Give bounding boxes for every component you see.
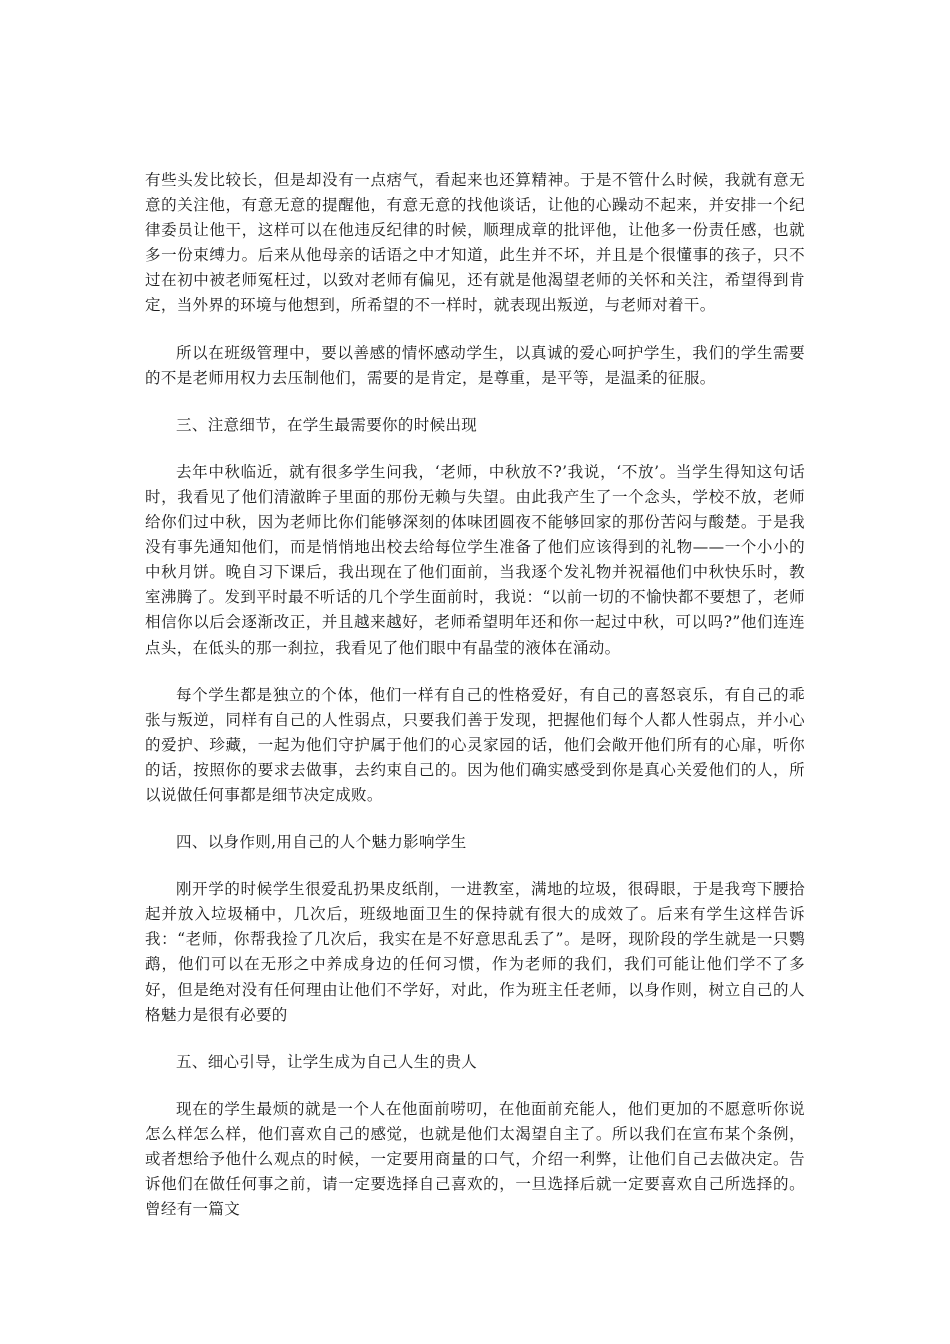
document-page [145,168,805,1244]
body-paragraph-4: 每个学生都是独立的个体，他们一样有自己的性格爱好，有自己的喜怒哀乐，有自己的乖张与叛逆，同样有自己的人性弱点，只要我们善于发现，把握他们每个人都人性弱点，并小心的爱护、珍藏，一起为他们守护属于他们的心灵家园的话，他们会敞开他们所有的心扉，听你的话，按照你的要求去做事，去约束自己的。因为他们确实感受到你是真心关爱他们的人，所以说做任何事都是细节决定成败。 [145,685,805,804]
body-paragraph-5: 刚开学的时候学生很爱乱扔果皮纸削，一进教室，满地的垃圾，很碍眼，于是我弯下腰拾起并放入垃圾桶中，几次后，班级地面卫生的保持就有很大的成效了。后来有学生这样告诉我：“老师，你帮我捡了几次后，我实在是不好意思乱丢了”。是呀，现阶段的学生就是一只鹦鹉，他们可以在无形之中养成身边的任何习惯，作为老师的我们，我们可能让他们学不了多好，但是绝对没有任何理由让他们不学好，对此，作为班主任老师，以身作则，树立自己的人格魅力是很有必要的 [145,880,805,1024]
body-paragraph-1: 有些头发比较长，但是却没有一点痞气，看起来也还算精神。于是不管什么时候，我就有意无意的关注他，有意无意的提醒他，有意无意的找他谈话，让他的心躁动不起来，并安排一个纪律委员让他干，这样可以在他违反纪律的时候，顺理成章的批评他，让他多一份责任感，也就多一份束缚力。后来从他母亲的话语之中才知道，此生并不坏，并且是个很懂事的孩子，只不过在初中被老师冤枉过，以致对老师有偏见，还有就是他渴望老师的关怀和关注，希望得到肯定，当外界的环境与他想到，所希望的不一样时，就表现出叛逆，与老师对着干。 [145,171,805,315]
section-heading-3: 三、注意细节，在学生最需要你的时候出现 [176,415,478,434]
body-paragraph-3: 去年中秋临近，就有很多学生问我，‘老师，中秋放不?’我说，‘不放’。当学生得知这句话时，我看见了他们清澈眸子里面的那份无赖与失望。由此我产生了一个念头，学校不放，老师给你们过中秋，因为老师比你们能够深刻的体味团圆夜不能够回家的那份苦闷与酸楚。于是我没有事先通知他们，而是悄悄地出校去给每位学生准备了他们应该得到的礼物——一个小小的中秋月饼。晚自习下课后，我出现在了他们面前，当我逐个发礼物并祝福他们中秋快乐时，教室沸腾了。发到平时最不听话的几个学生面前时，我说：“以前一切的不愉快都不要想了，老师相信你以后会逐渐改正，并且越来越好，老师希望明年还和你一起过中秋，可以吗?”他们连连点头，在低头的那一刹拉，我看见了他们眼中有晶莹的液体在涌动。 [145,462,805,657]
body-paragraph-2: 所以在班级管理中，要以善感的情怀感动学生，以真诚的爱心呵护学生，我们的学生需要的不是老师用权力去压制他们，需要的是肯定，是尊重，是平等，是温柔的征服。 [145,343,805,387]
section-heading-5: 五、细心引导，让学生成为自己人生的贵人 [176,1052,478,1071]
body-paragraph-6: 现在的学生最烦的就是一个人在他面前唠叨，在他面前充能人，他们更加的不愿意听你说怎么样怎么样，他们喜欢自己的感觉，也就是他们太渴望自主了。所以我们在宣布某个条例，或者想给予他什么观点的时候，一定要用商量的口气，介绍一利弊，让他们自己去做决定。告诉他们在做任何事之前，请一定要选择自己喜欢的，一旦选择后就一定要喜欢自己所选择的。曾经有一篇文 [145,1099,805,1219]
section-heading-4: 四、以身作则,用自己的人个魅力影响学生 [176,833,467,852]
